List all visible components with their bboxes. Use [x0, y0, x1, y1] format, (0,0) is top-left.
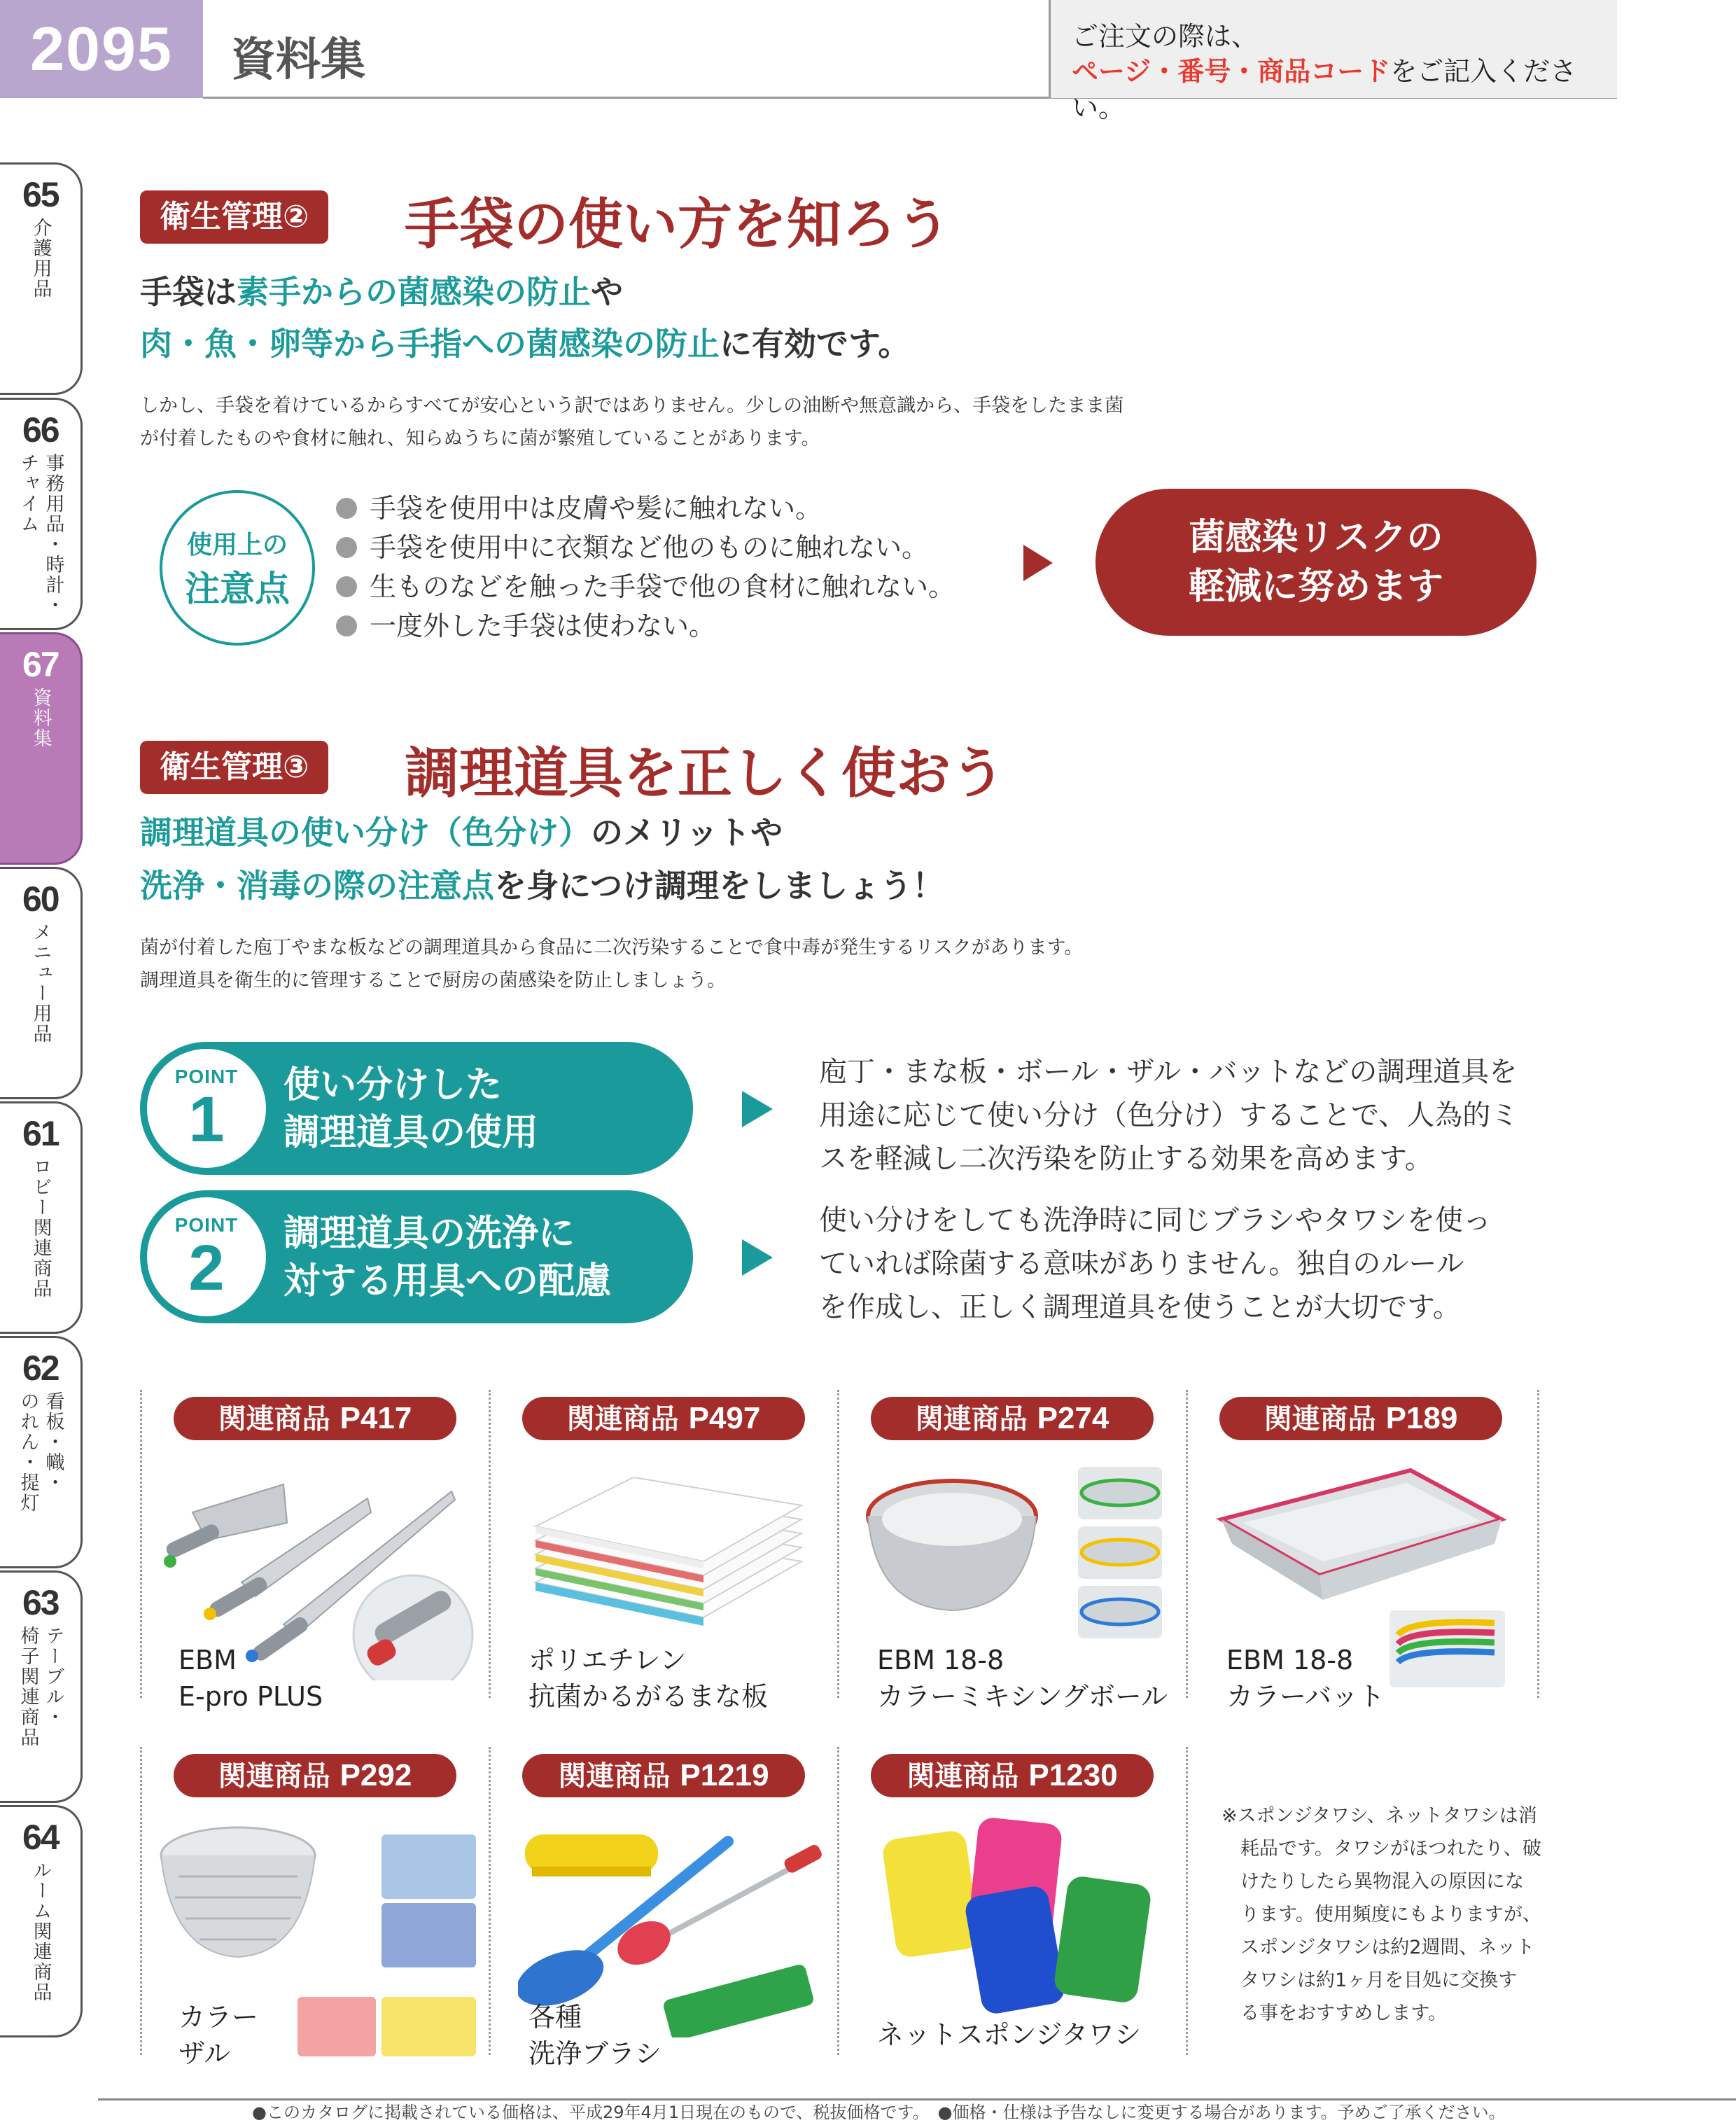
product-name-line: EBM 18-8: [877, 1645, 1004, 1675]
bullet-dot-icon: [336, 498, 357, 519]
badge-label: 関連商品: [915, 1403, 1028, 1435]
column-divider: [1186, 1747, 1188, 2055]
body-line: 菌が付着した庖丁やまな板などの調理道具から食品に二次汚染することで食中毒が発生するリスクがあります。: [140, 937, 1084, 959]
page-title: 資料集: [231, 34, 365, 86]
side-tab-number: 66: [22, 410, 59, 450]
note-line: スポンジタワシは約2週間、ネット: [1240, 1937, 1535, 1958]
caution-text: 生ものなどを触った手袋で他の食材に触れない。: [370, 571, 955, 602]
order-note-suffix: をご記入ください。: [1072, 56, 1577, 123]
caution-list: [336, 489, 955, 646]
point-heading-line: 調理道具の洗浄に: [284, 1213, 575, 1255]
section2-title: 手袋の使い方を知ろう: [405, 193, 951, 256]
side-tab-61[interactable]: [0, 1101, 83, 1334]
column-divider: [837, 1747, 839, 2055]
related-product-badge-p1230[interactable]: [871, 1754, 1154, 1797]
badge-label: 関連商品: [1264, 1403, 1376, 1435]
section3-badge: 衛生管理③: [140, 741, 328, 794]
side-tab-number: 63: [22, 1583, 59, 1622]
caution-label-circle: [160, 490, 315, 646]
side-tab-label: ロビー関連商品: [29, 1157, 52, 1299]
column-divider: [1537, 1390, 1539, 1698]
side-tab-63[interactable]: [0, 1570, 83, 1803]
caution-label-line1: 使用上の: [186, 530, 288, 559]
related-product-badge-p497[interactable]: [522, 1397, 805, 1440]
order-note-line1: ご注文の際は、: [1072, 21, 1259, 52]
lead-text: を身につけ調理をしましょう！: [494, 867, 945, 905]
product-name-line: 洗浄ブラシ: [528, 2038, 662, 2069]
arrow-right-icon: [742, 1091, 773, 1127]
point-number: 2: [188, 1232, 225, 1304]
point-label: POINT: [174, 1066, 239, 1087]
point1-pill: [140, 1042, 693, 1175]
lead-text: や: [591, 273, 623, 311]
caution-label-line2: 注意点: [185, 568, 290, 609]
note-line: タワシは約1ヶ月を目処に交換す: [1240, 1970, 1518, 1991]
section2-body: [140, 389, 1124, 455]
point-heading-line: 対する用具への配慮: [284, 1260, 612, 1302]
product-name-line: EBM: [178, 1645, 237, 1675]
bullet-dot-icon: [336, 615, 357, 636]
column-divider: [140, 1390, 142, 1698]
body-line: しかし、手袋を着けているからすべてが安心という訳ではありません。少しの油断や無意識から、手袋をしたまま菌: [140, 395, 1124, 417]
point2-description: [819, 1199, 1491, 1329]
column-divider: [837, 1390, 839, 1698]
side-tab-label: 資料集: [29, 688, 52, 748]
related-product-badge-p417[interactable]: [174, 1397, 456, 1440]
side-tab-number: 62: [22, 1349, 59, 1388]
product-name-line: カラーミキシングボール: [877, 1681, 1168, 1712]
product-name: [877, 2016, 1141, 2053]
lead-highlight: 調理道具の使い分け（色分け）: [140, 814, 591, 851]
side-tab-67[interactable]: [0, 632, 83, 865]
column-divider: [489, 1390, 491, 1698]
desc-line: 用途に応じて使い分け（色分け）することで、人為的ミ: [819, 1099, 1519, 1131]
caution-item: [336, 606, 955, 646]
badge-code: P1230: [1028, 1758, 1118, 1792]
side-tab-label: 事務用品・時計・: [42, 453, 64, 615]
page-number: 2095: [0, 0, 203, 98]
side-tab-62[interactable]: [0, 1336, 83, 1568]
badge-label: 関連商品: [906, 1760, 1019, 1792]
section2-badge: 衛生管理②: [140, 190, 328, 244]
product-name-line: 各種: [528, 2002, 582, 2033]
caution-text: 一度外した手袋は使わない。: [370, 611, 716, 641]
badge-label: 関連商品: [566, 1403, 679, 1435]
bullet-dot-icon: [336, 576, 357, 597]
side-tab-number: 61: [22, 1114, 59, 1153]
bullet-dot-icon: [336, 537, 357, 558]
point-heading-line: 使い分けした: [284, 1064, 503, 1106]
product-name-line: ザル: [178, 2038, 231, 2069]
caution-text: 手袋を使用中は皮膚や髪に触れない。: [370, 493, 822, 524]
arrow-right-icon: [742, 1239, 773, 1276]
badge-code: P292: [340, 1758, 412, 1792]
cutting-board-stack-image: [522, 1477, 816, 1631]
side-tab-label: テーブル・: [42, 1626, 64, 1727]
risk-line2: 軽減に努めます: [1188, 566, 1443, 608]
lead-text: 手袋は: [140, 273, 237, 311]
order-note-highlight: ページ・番号・商品コード: [1072, 56, 1391, 87]
point2-pill: [140, 1190, 693, 1323]
section2-lead-line1: [140, 266, 623, 318]
product-name: [178, 1999, 258, 2072]
related-product-badge-p189[interactable]: [1219, 1397, 1502, 1440]
badge-code: P274: [1037, 1401, 1110, 1435]
product-name: [528, 1642, 768, 1715]
side-tab-label: 看板・幟・: [42, 1391, 64, 1493]
body-line: 調理道具を衛生的に管理することで厨房の菌感染を防止しましょう。: [140, 970, 726, 991]
product-name: [178, 1642, 323, 1715]
point1-description: [819, 1050, 1518, 1180]
product-name-line: E-pro PLUS: [178, 1681, 323, 1712]
side-tab-label: 椅子関連商品: [17, 1626, 39, 1748]
column-divider: [140, 1747, 142, 2055]
net-sponge-image: [875, 1813, 1169, 2023]
order-note: [1049, 0, 1617, 123]
side-tab-label: のれん・提灯: [17, 1391, 39, 1513]
note-line: ります。使用頻度にもよりますが、: [1240, 1904, 1541, 1925]
product-name-line: カラーバット: [1226, 1681, 1385, 1712]
footer-disclaimer: ●このカタログに掲載されている価格は、平成29年4月1日現在のもので、税抜価格です。 ●価格・仕様は予告なしに変更する場合があります。予めご了承ください。: [252, 2103, 1506, 2122]
mixing-bowl-image: [861, 1460, 1169, 1649]
sponge-replacement-note: [1222, 1799, 1550, 2030]
side-tab-label: ルーム関連商品: [29, 1860, 52, 2002]
related-product-badge-p292[interactable]: [174, 1754, 456, 1797]
badge-code: P417: [340, 1401, 412, 1435]
badge-code: P1219: [680, 1758, 769, 1792]
section3-title: 調理道具を正しく使おう: [405, 741, 1006, 805]
section2-lead-line2: [140, 318, 910, 370]
product-name: [877, 1642, 1168, 1715]
side-tab-label: 介護用品: [29, 218, 52, 299]
point2-heading: [284, 1210, 611, 1305]
side-tab-number: 65: [22, 175, 59, 214]
related-product-badge-p1219[interactable]: [522, 1754, 805, 1797]
lead-text: に有効です。: [720, 325, 911, 363]
caution-item: [336, 528, 955, 567]
lead-highlight: 肉・魚・卵等から手指への菌感染の防止: [140, 325, 720, 363]
product-name-line: EBM 18-8: [1226, 1645, 1354, 1675]
column-divider: [489, 1747, 491, 2055]
desc-line: 庖丁・まな板・ボール・ザル・バットなどの調理道具を: [819, 1056, 1518, 1088]
point-heading-line: 調理道具の使用: [284, 1112, 539, 1154]
side-tab-number: 64: [22, 1818, 59, 1857]
section3-lead-line1: [140, 807, 783, 858]
lead-highlight: 洗浄・消毒の際の注意点: [140, 867, 494, 905]
order-note-line2: [1072, 53, 1617, 126]
side-tab-number: 60: [22, 879, 59, 919]
desc-line: 使い分けをしても洗浄時に同じブラシやタワシを使っ: [819, 1204, 1491, 1236]
side-tab-label: メニュー用品: [29, 922, 52, 1044]
body-line: が付着したものや食材に触れ、知らぬうちに菌が繁殖していることがあります。: [140, 428, 820, 450]
point1-heading: [284, 1061, 538, 1157]
product-name: [1226, 1642, 1385, 1715]
caution-item: [336, 567, 955, 606]
section3-body: [140, 931, 1083, 997]
caution-text: 手袋を使用中に衣類など他のものに触れない。: [370, 532, 929, 563]
desc-line: ていれば除菌する意味がありません。独自のルール: [819, 1248, 1464, 1280]
badge-label: 関連商品: [558, 1760, 671, 1792]
note-line: 耗品です。タワシがほつれたり、破: [1240, 1838, 1541, 1860]
badge-code: P497: [688, 1401, 761, 1435]
product-name-line: ネットスポンジタワシ: [877, 2019, 1142, 2050]
note-line: る事をおすすめします。: [1240, 2002, 1448, 2024]
risk-line1: 菌感染リスクの: [1189, 517, 1443, 559]
product-name-line: カラー: [178, 2002, 259, 2033]
point1-badge: [147, 1049, 266, 1168]
lead-highlight: 素手からの菌感染の防止: [237, 273, 591, 311]
badge-label: 関連商品: [218, 1760, 330, 1792]
arrow-right-icon: [1023, 545, 1053, 581]
point-number: 1: [188, 1084, 225, 1155]
note-line: けたりしたら異物混入の原因にな: [1240, 1871, 1524, 1893]
point2-badge: [147, 1197, 266, 1316]
note-line: ※スポンジタワシ、ネットタワシは消: [1222, 1805, 1537, 1827]
point-label: POINT: [174, 1214, 239, 1236]
caution-item: [336, 489, 955, 528]
lead-text: のメリットや: [591, 814, 783, 851]
risk-reduction-pill: [1096, 489, 1536, 636]
side-tab-label: チャイム: [17, 453, 39, 534]
side-tab-65[interactable]: [0, 162, 83, 395]
column-divider: [1186, 1390, 1188, 1698]
desc-line: を作成し、正しく調理道具を使うことが大切です。: [819, 1291, 1461, 1323]
product-name-line: 抗菌かるがるまな板: [528, 1681, 769, 1712]
related-product-badge-p274[interactable]: [871, 1397, 1154, 1440]
badge-label: 関連商品: [218, 1403, 330, 1435]
product-name-line: ポリエチレン: [528, 1645, 687, 1675]
side-tab-64[interactable]: [0, 1805, 83, 2037]
side-tab-66[interactable]: [0, 398, 83, 630]
side-tab-60[interactable]: [0, 867, 83, 1099]
badge-code: P189: [1385, 1401, 1458, 1435]
side-tab-number: 67: [22, 645, 59, 684]
desc-line: スを軽減し二次汚染を防止する効果を高めます。: [819, 1143, 1433, 1175]
product-name: [528, 1999, 662, 2072]
section3-lead-line2: [140, 860, 944, 912]
